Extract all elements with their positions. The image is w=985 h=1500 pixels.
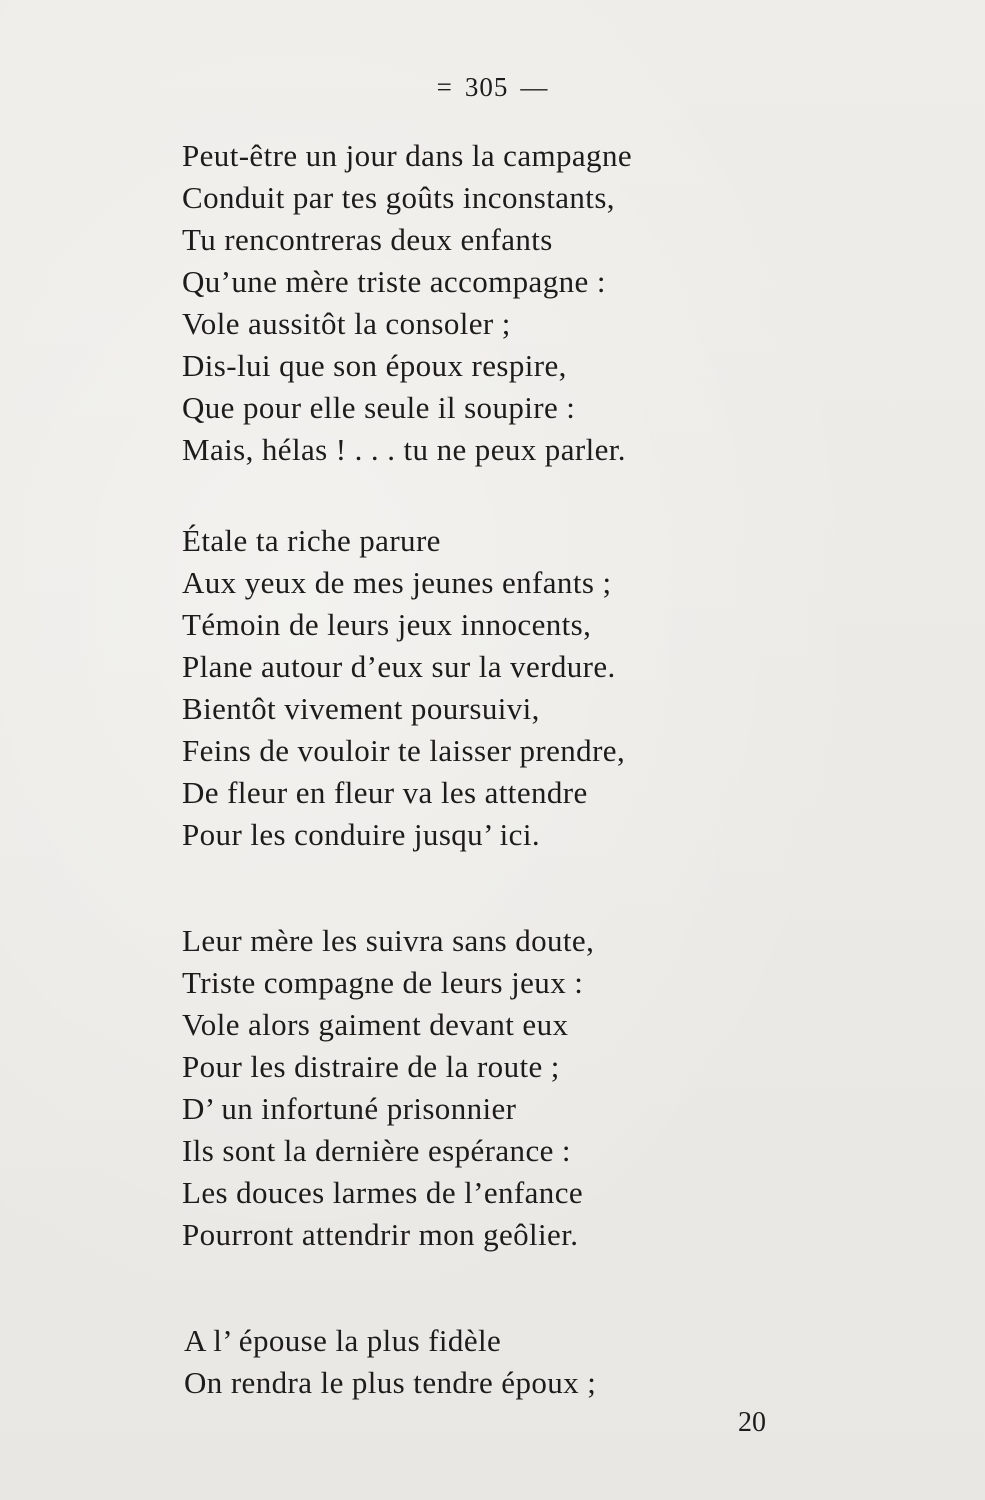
page-number: 305 (464, 72, 509, 102)
verse-line: Bientôt vivement poursuivi, (182, 691, 540, 726)
signature-mark: 20 (738, 1407, 766, 1438)
verse-line: Vole alors gaiment devant eux (182, 1007, 569, 1042)
verse-line: Pour les conduire jusqu’ ici. (182, 817, 540, 852)
stanza-2 (182, 520, 802, 856)
verse-line: D’ un infortuné prisonnier (182, 1091, 517, 1126)
verse-line: A l’ épouse la plus fidèle (184, 1323, 502, 1358)
verse-line: Mais, hélas ! . . . tu ne peux parler. (182, 432, 626, 467)
verse-line: Ils sont la dernière espérance : (182, 1133, 571, 1168)
verse-line: Tu rencontreras deux enfants (182, 222, 553, 257)
verse-line: Témoin de leurs jeux innocents, (182, 607, 592, 642)
verse-line: Les douces larmes de l’enfance (182, 1175, 584, 1210)
verse-line: Pourront attendrir mon geôlier. (182, 1217, 579, 1252)
verse-line: Feins de vouloir te laisser prendre, (182, 733, 626, 768)
page-header (0, 72, 985, 103)
header-dash-left: = (436, 72, 453, 102)
header-dash-right: — (520, 72, 549, 102)
verse-line: Étale ta riche parure (182, 523, 441, 558)
verse-line: Triste compagne de leurs jeux : (182, 965, 584, 1000)
verse-line: Pour les distraire de la route ; (182, 1049, 560, 1084)
verse-line: Conduit par tes goûts inconstants, (182, 180, 615, 215)
verse-line: Qu’une mère triste accompagne : (182, 264, 606, 299)
verse-line: Plane autour d’eux sur la verdure. (182, 649, 616, 684)
verse-line: Vole aussitôt la consoler ; (182, 306, 511, 341)
verse-line: De fleur en fleur va les attendre (182, 775, 588, 810)
stanza-3 (182, 920, 802, 1256)
verse-line: On rendra le plus tendre époux ; (184, 1365, 597, 1400)
verse-line: Peut-être un jour dans la campagne (182, 138, 633, 173)
verse-line: Leur mère les suivra sans doute, (182, 923, 595, 958)
stanza-4 (184, 1320, 804, 1404)
verse-line: Que pour elle seule il soupire : (182, 390, 576, 425)
verse-line: Dis-lui que son époux respire, (182, 348, 567, 383)
stanza-1 (182, 135, 802, 471)
verse-line: Aux yeux de mes jeunes enfants ; (182, 565, 612, 600)
